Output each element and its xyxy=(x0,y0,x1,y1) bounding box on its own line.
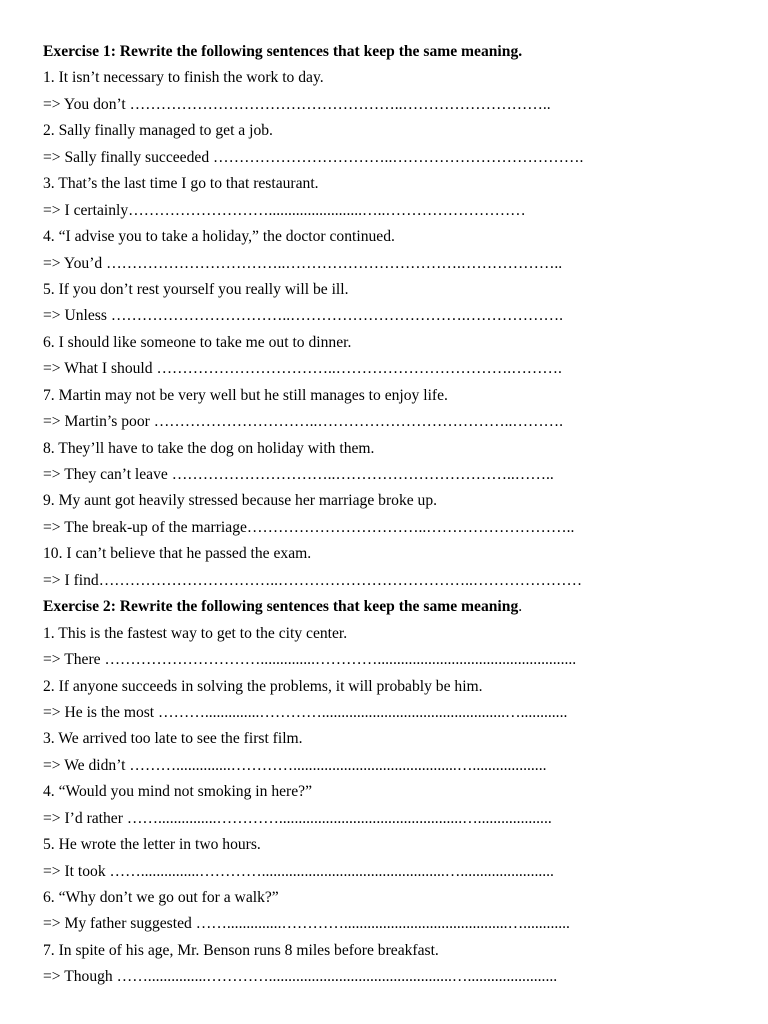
answer-line: => I’d rather ……...............…………...............................................…................... xyxy=(43,809,552,827)
answer-line: => Unless ……………………………..…………………………….………………. xyxy=(43,307,564,325)
question-text: 2. Sally finally managed to get a job. xyxy=(43,122,273,140)
answer-line: => They can’t leave …………………………..……………………………..…….. xyxy=(43,466,554,483)
answer-line: => Sally finally succeeded ……………………………..………………………………. xyxy=(43,148,584,166)
question-text: 7. Martin may not be very well but he still manages to enjoy life. xyxy=(43,386,448,404)
answer-line: => You don’t ……………………………………………..……………………….. xyxy=(43,95,551,113)
answer-line: => He is the most ………..............…………...............................................…............ xyxy=(43,703,568,721)
exercise-1-list xyxy=(43,65,683,594)
exercise-1-title: Exercise 1: Rewrite the following sentences that keep the same meaning. xyxy=(43,43,523,60)
question-text: 8. They’ll have to take the dog on holiday with them. xyxy=(43,439,375,457)
answer-line: => Though ……...............…………...............................................…....................... xyxy=(43,968,558,986)
question-text: 1. This is the fastest way to get to the city center. xyxy=(43,624,348,642)
exercise-2-title-period: . xyxy=(518,598,523,616)
question-text: 5. He wrote the letter in two hours. xyxy=(43,836,261,854)
question-text: 7. In spite of his age, Mr. Benson runs 8 miles before breakfast. xyxy=(43,941,439,959)
question-text: 9. My aunt got heavily stressed because her marriage broke up. xyxy=(43,492,438,510)
answer-line: => It took ……...............…………...............................................…........................ xyxy=(43,862,554,880)
answer-line: => I certainly………………………........................…..……………………… xyxy=(43,201,526,219)
answer-line: => My father suggested ……..............…………..........................................…............ xyxy=(43,915,570,933)
question-text: 5. If you don’t rest yourself you really will be ill. xyxy=(43,280,349,298)
question-text: 4. “Would you mind not smoking in here?” xyxy=(43,783,312,801)
question-text: 6. I should like someone to take me out to dinner. xyxy=(43,333,352,351)
answer-line: => There …………………………..............…………................................................... xyxy=(43,651,577,669)
answer-line: => I find……………………………..………………………………..………………… xyxy=(43,571,583,589)
question-text: 4. “I advise you to take a holiday,” the doctor continued. xyxy=(43,228,395,246)
worksheet xyxy=(43,39,683,991)
question-text: 6. “Why don’t we go out for a walk?” xyxy=(43,889,279,906)
answer-line: => What I should ……………………………..…………………………….………. xyxy=(43,360,562,378)
answer-line: => The break-up of the marriage……………………………..……………………….. xyxy=(43,518,575,536)
exercise-2-list xyxy=(43,621,683,991)
question-text: 10. I can’t believe that he passed the exam. xyxy=(43,545,312,563)
exercise-2-title xyxy=(43,594,683,620)
answer-line: => Martin’s poor …………………………..………………………………..………. xyxy=(43,413,564,431)
question-text: 2. If anyone succeeds in solving the problems, it will probably be him. xyxy=(43,677,483,695)
question-text: 3. We arrived too late to see the first film. xyxy=(43,730,303,748)
answer-line: => We didn’t ………..............…………..........................................…................... xyxy=(43,756,547,774)
exercise-2-title-text: Exercise 2: Rewrite the following sentences that keep the same meaning xyxy=(43,598,519,616)
answer-line: => You’d ……………………………..…………………………….……………….. xyxy=(43,254,563,272)
question-text: 3. That’s the last time I go to that restaurant. xyxy=(43,175,319,193)
question-text: 1. It isn’t necessary to finish the work to day. xyxy=(43,69,324,87)
